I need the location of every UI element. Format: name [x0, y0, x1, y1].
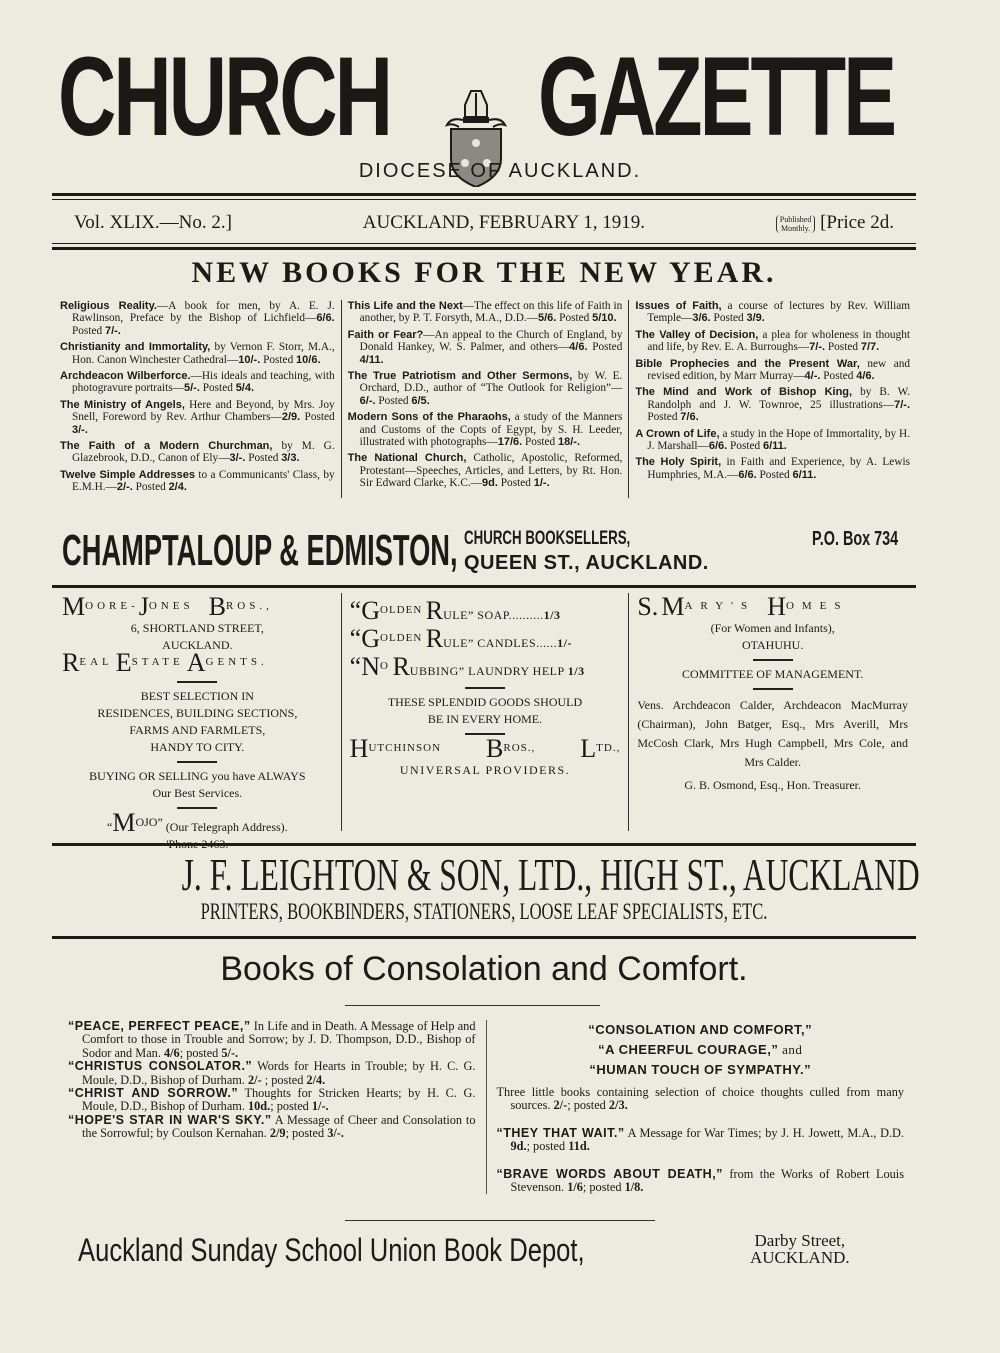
book-posted-price: 7/-.	[104, 324, 121, 337]
book-title: “PEACE, PERFECT PEACE,”	[68, 1019, 251, 1033]
book-title: Religious Reality.	[60, 300, 157, 312]
consolation-book: “BRAVE WORDS ABOUT DEATH,” from the Works of Robert Louis Stevenson. 1/6; posted 1/8.	[496, 1166, 904, 1195]
masthead	[58, 34, 908, 159]
posted-label: Posted	[727, 440, 763, 453]
divider	[52, 243, 916, 244]
hutchinson-tagline: UNIVERSAL PROVIDERS.	[399, 763, 571, 777]
volume-number: Vol. XLIX.—No. 2.]	[74, 212, 232, 233]
divider	[52, 199, 916, 200]
book-entry	[348, 411, 623, 448]
book-price: 2/-.	[116, 481, 133, 494]
book-title: Modern Sons of the Pharaohs,	[347, 411, 511, 424]
posted-label: Posted	[132, 481, 169, 494]
book-title: Twelve Simple Addresses	[60, 468, 195, 481]
divider	[52, 843, 916, 846]
posted-label: Posted	[825, 341, 861, 354]
posted-label: Posted	[375, 394, 412, 407]
book-entry	[348, 300, 623, 325]
book-price: 5/-.	[184, 382, 200, 395]
book-price: 3/6.	[692, 312, 711, 325]
trio-title: “A CHEERFUL COURAGE,” and	[598, 1042, 803, 1057]
book-title: Archdeacon Wilberforce.	[60, 370, 191, 383]
leighton-services: PRINTERS, BOOKBINDERS, STATIONERS, LOOSE LEAF SPECIALISTS, ETC.	[200, 899, 768, 924]
real-estate-agents: REAL ESTATE AGENTS.	[62, 648, 268, 677]
books-column-3	[628, 300, 916, 498]
book-price: 6/-.	[359, 394, 376, 407]
new-books-columns	[54, 300, 916, 498]
book-posted-price: 7/7.	[860, 341, 880, 354]
books-column-2	[341, 300, 629, 498]
book-desc: —A book for men, by A. E. J. Rawlinson, Preface by the Bishop of Lichfield—	[72, 300, 335, 325]
bookseller-name: CHAMPTALOUP & EDMISTON,	[62, 526, 458, 575]
consolation-book: “CHRISTUS CONSOLATOR.” Words for Hearts in Trouble; by H. C. G. Moule, D.D., Bishop of Durham. 2/- ; posted 2/4.	[68, 1059, 476, 1087]
book-desc: —An appeal to the Church of England, by Donald Hankey, W. S. Palmer, and others—	[359, 328, 623, 354]
books-column-1	[54, 300, 341, 498]
book-price: 17/6.	[497, 436, 523, 449]
book-title: “HOPE'S STAR IN WAR'S SKY.”	[68, 1112, 272, 1127]
leighton-name: J. F. LEIGHTON & SON, LTD., HIGH ST., AUCKLAND	[181, 850, 920, 900]
divider	[345, 1220, 655, 1221]
book-posted-price: 1/-.	[533, 477, 550, 490]
book-price: 4/6.	[569, 341, 588, 354]
divider	[177, 807, 217, 809]
depot-city: AUCKLAND.	[750, 1248, 850, 1267]
bookseller-po-box: P.O. Box 734	[812, 528, 899, 550]
bookseller-address: QUEEN ST., AUCKLAND.	[464, 552, 709, 574]
book-desc: by Vernon F. Storr, M.A., Hon. Canon Winchester Cathedral—	[72, 341, 335, 366]
posted-label: Posted	[820, 370, 857, 383]
book-desc: by B. W. Randolph and J. W. Townroe, 25 illustrations—	[647, 386, 911, 411]
book-entry	[60, 440, 335, 465]
issue-line	[52, 212, 916, 234]
book-desc: Here and Beyond, by Mrs. Joy Snell, Foreword by Rev. Arthur Chambers—	[72, 398, 335, 424]
posted-label: Posted	[710, 312, 747, 325]
trio-title: “CONSOLATION AND COMFORT,”	[588, 1022, 813, 1037]
book-title: Issues of Faith,	[635, 300, 722, 312]
posted-label: Posted	[556, 312, 593, 325]
book-title: The Mind and Work of Bishop King,	[635, 386, 853, 399]
book-entry	[60, 341, 335, 366]
book-posted-price: 3/3.	[281, 452, 300, 465]
book-price: 10/-.	[238, 353, 261, 366]
buying-line: BUYING OR SELLING you have ALWAYS	[89, 769, 306, 783]
book-posted-price: 2/4.	[168, 481, 187, 494]
book-entry	[635, 300, 910, 325]
trio-title: “HUMAN TOUCH OF SYMPATHY.”	[589, 1062, 812, 1077]
selection-line: BEST SELECTION IN	[140, 689, 254, 703]
book-entry	[348, 329, 623, 366]
divider	[52, 247, 916, 250]
book-posted-price: 4/11.	[359, 353, 384, 366]
consolation-book: “THEY THAT WAIT.” A Message for War Times; by J. H. Jowett, M.A., D.D. 9d.; posted 11d.	[496, 1125, 904, 1154]
book-title: The Faith of a Modern Churchman,	[60, 440, 273, 453]
book-price: 6/6.	[708, 440, 728, 453]
product-line: “NO RUBBING” LAUNDRY HELP 1/3	[349, 652, 585, 681]
committee-members: Vens. Archdeacon Calder, Archdeacon MacMurray (Chairman), John Batger, Esq., Mrs Averill, Mrs McCosh Clark, Mrs Hugh Campbell, Mrs Cole, and Mrs Calder.	[637, 698, 909, 769]
leighton-ad	[52, 850, 920, 924]
st-marys-name: S. MARY'S HOMES	[637, 592, 849, 621]
hutchinson-name: HUTCHINSON BROS., LTD.,	[349, 734, 621, 763]
frequency-badge	[776, 215, 816, 233]
place-date: AUCKLAND, FEBRUARY 1, 1919.	[362, 212, 645, 233]
masthead-title-church: CHURCH	[58, 34, 391, 159]
divider	[753, 688, 793, 690]
book-title: Faith or Fear?	[347, 328, 424, 341]
book-desc: —His ideals and teaching, with photogravure portraits—	[72, 370, 335, 395]
book-price: 5/6.	[537, 312, 557, 325]
book-price: 3/-.	[229, 452, 246, 465]
telegraph-address: “MOJO” (Our Telegraph Address).	[106, 808, 288, 837]
consolation-book: “PEACE, PERFECT PEACE,” In Life and in Death. A Message of Help and Comfort to those in Trouble and Sorrow; by J. D. Thompson, D.D., Bishop of Sodor and Man. 4/6; posted 5/-.	[68, 1019, 476, 1060]
book-posted-price: 6/11.	[792, 468, 817, 481]
product-line: “GOLDEN RULE” CANDLES......1/-	[349, 624, 572, 653]
moore-jones-address: 6, SHORTLAND STREET,	[130, 621, 264, 635]
book-entry	[635, 428, 910, 453]
book-title: “THEY THAT WAIT.”	[496, 1125, 625, 1140]
book-title: The Holy Spirit,	[635, 456, 722, 469]
book-desc: by W. E. Orchard, D.D., author of “The Outlook for Religion”—	[359, 370, 623, 395]
depot-name: Auckland Sunday School Union Book Depot,	[78, 1232, 585, 1268]
divider	[465, 687, 505, 689]
book-price: 7/-.	[894, 398, 911, 411]
book-price: 4/-.	[804, 370, 821, 383]
bookseller-type: CHURCH BOOKSELLERS,	[464, 528, 631, 549]
book-desc: a study of the Manners and Customs of the Copts of Egypt, by S. H. Leeder, illustrated with photographs—	[359, 411, 623, 449]
book-posted-price: 6/5.	[411, 394, 430, 407]
book-title: Christianity and Immortality,	[60, 341, 211, 354]
divider	[52, 585, 916, 588]
consolation-left-column	[58, 1020, 486, 1194]
committee-heading: COMMITTEE OF MANAGEMENT.	[681, 667, 864, 681]
posted-label: Posted	[522, 436, 558, 449]
moore-jones-name: MOORE-JONES BROS.,	[62, 592, 273, 621]
book-posted-price: 18/-.	[557, 436, 580, 449]
masthead-title-gazette: GAZETTE	[538, 34, 895, 159]
book-posted-price: 4/6.	[856, 370, 875, 383]
book-desc: Catholic, Apostolic, Reformed, Protestant—Speeches, Articles, and Letters, by Rt. Hon. Sir Edward Clarke, K.C.—	[359, 452, 623, 490]
book-entry	[635, 329, 910, 354]
posted-label: Posted	[497, 477, 534, 490]
selection-line: FARMS AND FARMLETS,	[129, 723, 266, 737]
champtaloup-ad	[62, 528, 922, 578]
buying-line: Our Best Services.	[152, 786, 243, 800]
divider	[177, 761, 217, 763]
book-entry	[60, 370, 335, 395]
book-entry	[635, 358, 910, 383]
book-entry	[60, 399, 335, 436]
book-posted-price: 3/9.	[746, 312, 765, 325]
frequency-top: Published	[779, 214, 812, 224]
st-marys-ad	[628, 593, 916, 831]
book-price: 7/-.	[809, 341, 826, 354]
book-desc: new and revised edition, by Marr Murray—	[647, 357, 911, 383]
book-title: The True Patriotism and Other Sermons,	[347, 370, 573, 383]
book-title: “BRAVE WORDS ABOUT DEATH,”	[496, 1166, 723, 1181]
divider	[177, 681, 217, 683]
moore-jones-city: AUCKLAND.	[162, 638, 233, 652]
book-desc: a plea for wholeness in thought and life, by Rev. E. A. Burroughs—	[647, 328, 910, 354]
divider	[753, 659, 793, 661]
masthead-subtitle: DIOCESE OF AUCKLAND.	[358, 160, 642, 182]
frequency-bottom: Monthly.	[781, 223, 811, 233]
posted-label: Posted	[72, 324, 105, 337]
product-line: “GOLDEN RULE” SOAP..........1/3	[349, 596, 561, 625]
book-title: A Crown of Life,	[635, 427, 720, 440]
posted-label: Posted	[199, 382, 236, 395]
book-price: 6/6.	[738, 468, 757, 481]
book-entry	[60, 300, 335, 337]
depot-street: Darby Street,	[754, 1231, 846, 1250]
book-entry	[60, 469, 335, 494]
consolation-book: “HOPE'S STAR IN WAR'S SKY.” A Message of Cheer and Consolation to the Sorrowful; by Coulson Kernahan. 2/9; posted 3/-.	[68, 1112, 476, 1141]
book-title: This Life and the Next	[347, 300, 463, 312]
book-posted-price: 6/11.	[762, 440, 787, 453]
consolation-book: “CHRIST AND SORROW.” Thoughts for Stricken Hearts; by H. C. G. Moule, D.D., Bishop of Durham. 10d.; posted 1/-.	[68, 1086, 476, 1114]
st-marys-place: OTAHUHU.	[741, 638, 804, 652]
book-title: Bible Prophecies and the Present War,	[635, 357, 860, 370]
consolation-columns	[58, 1020, 914, 1194]
price: [Price 2d.	[820, 212, 894, 233]
trio-description: Three little books containing selection of choice thoughts culled from many sources. 2/-; posted 2/3.	[496, 1085, 904, 1113]
treasurer: G. B. Osmond, Esq., Hon. Treasurer.	[684, 778, 862, 792]
consolation-right-column	[486, 1020, 915, 1194]
book-desc: by M. G. Glazebrook, D.D., Canon of Ely—	[72, 440, 335, 465]
book-desc: a course of lectures by Rev. William Temple—	[647, 300, 911, 325]
slogan-line: BE IN EVERY HOME.	[427, 712, 543, 726]
book-posted-price: 3/-.	[72, 423, 88, 436]
book-title: “CHRIST AND SORROW.”	[68, 1086, 239, 1101]
divider	[52, 936, 916, 939]
consolation-heading: Books of Consolation and Comfort.	[220, 950, 748, 988]
book-title: “CHRISTUS CONSOLATOR.”	[68, 1059, 253, 1074]
slogan-line: THESE SPLENDID GOODS SHOULD	[387, 695, 583, 709]
selection-line: HANDY TO CITY.	[150, 740, 245, 754]
book-posted-price: 5/4.	[235, 382, 255, 395]
book-price: 6/6.	[316, 312, 335, 325]
st-marys-subtitle: (For Women and Infants),	[710, 621, 835, 635]
book-entry	[635, 456, 910, 481]
book-price: 2/9.	[281, 411, 301, 424]
book-posted-price: 7/6.	[680, 411, 699, 424]
posted-label: Posted	[245, 452, 282, 465]
book-title: The National Church,	[347, 452, 467, 465]
book-desc: to a Communicants' Class, by E.M.H.—	[72, 468, 335, 494]
book-desc: a study in the Hope of Immortality, by H. J. Marshall—	[647, 427, 911, 453]
posted-label: Posted	[300, 411, 335, 424]
posted-label: Posted	[587, 341, 623, 354]
divider	[345, 1005, 600, 1006]
posted-label: Posted	[260, 353, 297, 366]
selection-line: RESIDENCES, BUILDING SECTIONS,	[97, 706, 298, 720]
hutchinson-ad	[341, 593, 629, 831]
posted-label: Posted	[647, 411, 681, 424]
book-desc: in Faith and Experience, by A. Lewis Humphries, M.A.—	[647, 456, 911, 481]
book-title: The Valley of Decision,	[635, 328, 759, 341]
advertisements-row	[54, 592, 916, 837]
book-entry	[348, 452, 623, 489]
book-entry	[635, 386, 910, 423]
divider	[52, 193, 916, 196]
book-posted-price: 5/10.	[592, 312, 617, 325]
book-desc: —The effect on this life of Faith in another, by P. T. Forsyth, M.A., D.D.—	[359, 300, 623, 325]
book-posted-price: 10/6.	[296, 353, 321, 366]
book-title: The Ministry of Angels,	[60, 398, 185, 411]
depot-address	[750, 1232, 850, 1266]
moore-jones-ad	[54, 592, 341, 837]
book-price: 9d.	[482, 477, 498, 490]
book-entry	[348, 370, 623, 407]
new-books-heading: NEW BOOKS FOR THE NEW YEAR.	[191, 256, 777, 289]
posted-label: Posted	[756, 468, 793, 481]
